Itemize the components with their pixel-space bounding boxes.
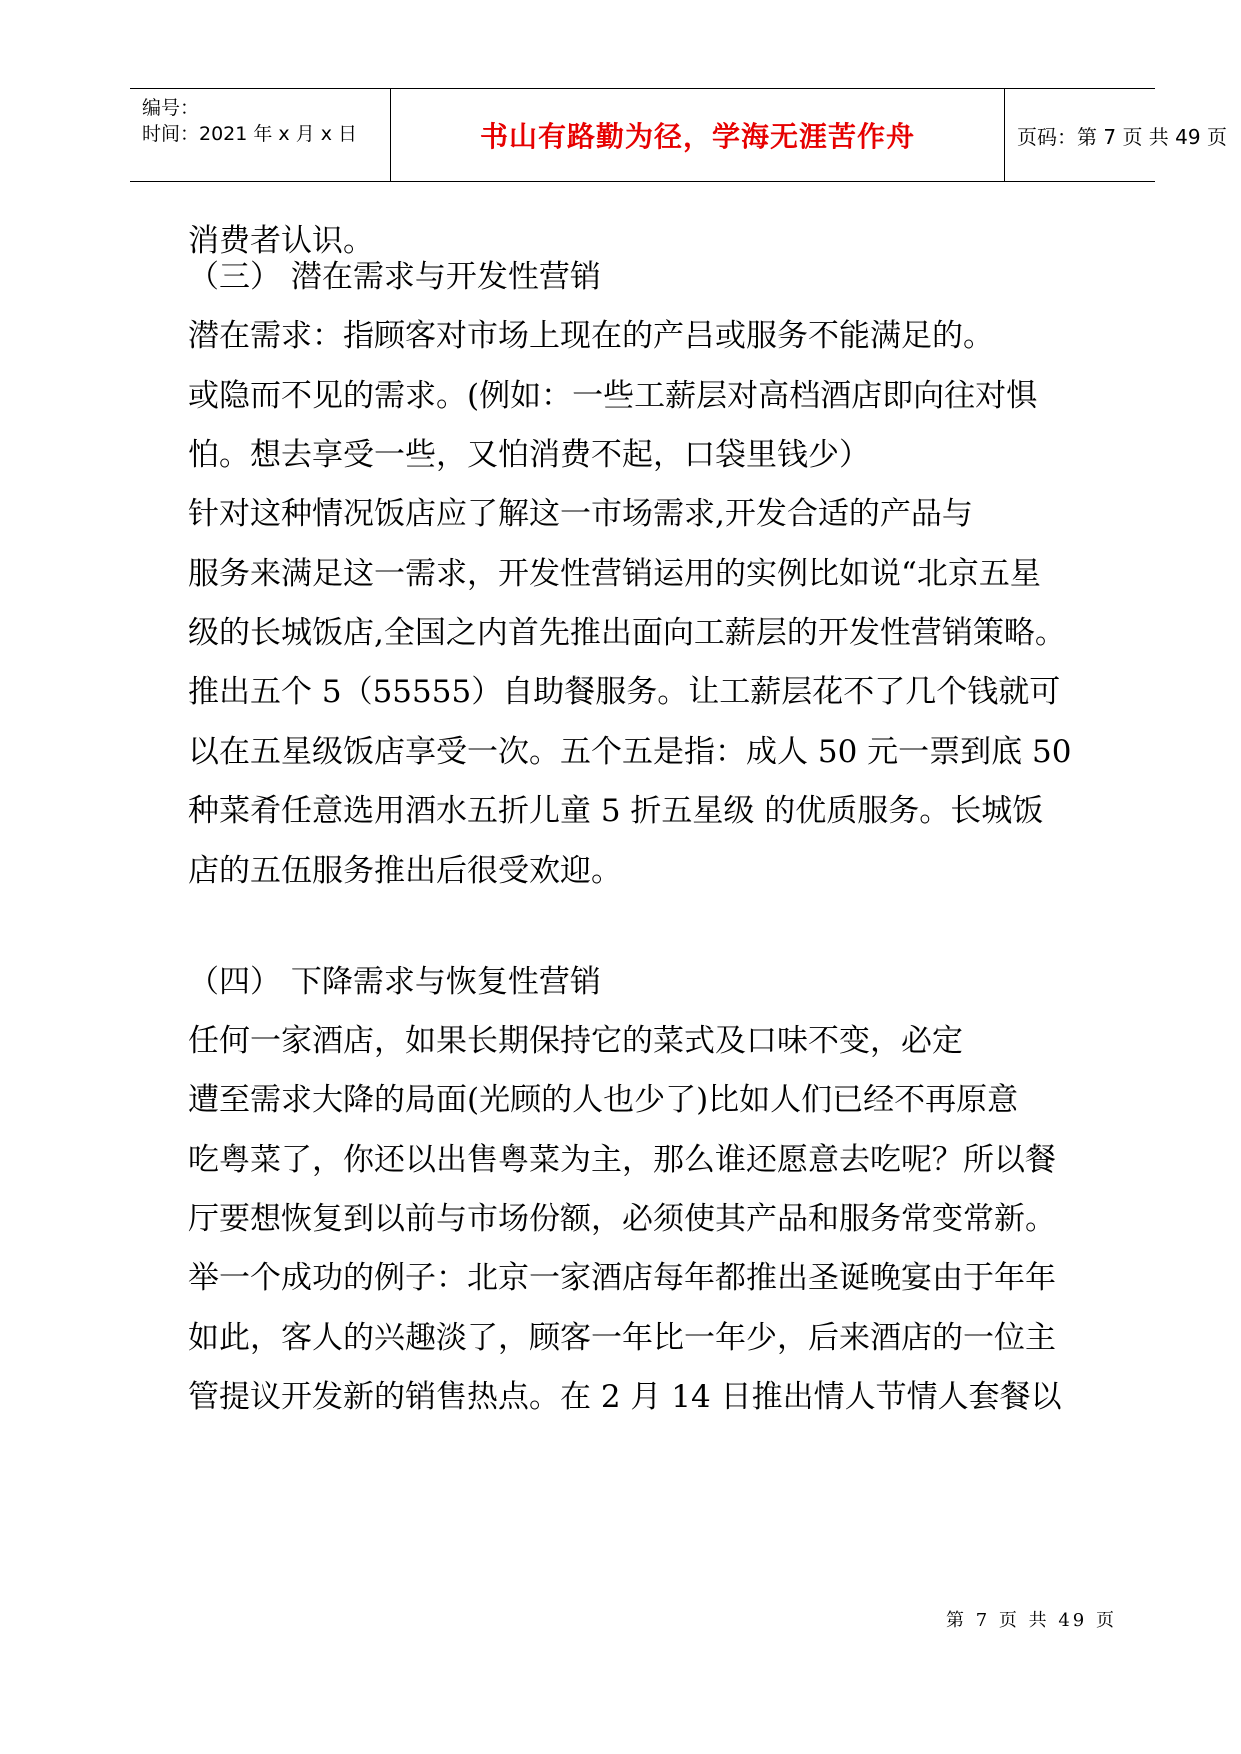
text-line: 潜在需求：指顾客对市场上现在的产吕或服务不能满足的。 (188, 318, 994, 354)
text-line: 吃粤菜了，你还以出售粤菜为主，那么谁还愿意去吃呢？所以餐 (188, 1142, 1056, 1178)
text-line: 以在五星级饭店享受一次。五个五是指：成人 50 元一票到底 50 (188, 734, 1072, 770)
text-line: 管提议开发新的销售热点。在 2 月 14 日推出情人节情人套餐以 (188, 1379, 1062, 1415)
text-line: 推出五个 5（55555）自助餐服务。让工薪层花不了几个钱就可 (188, 674, 1061, 710)
text-line: 遭至需求大降的局面(光顾的人也少了)比如人们已经不再原意 (188, 1082, 1019, 1118)
text-line: 如此，客人的兴趣淡了，顾客一年比一年少，后来酒店的一位主 (188, 1320, 1056, 1356)
text-line: 怕。想去享受一些，又怕消费不起，口袋里钱少） (188, 437, 870, 473)
header-page-info: 页码：第 7 页 共 49 页 (1017, 124, 1227, 149)
section-heading-3: （三） 潜在需求与开发性营销 (188, 259, 601, 295)
text-line: 店的五伍服务推出后很受欢迎。 (188, 853, 622, 889)
header-motto: 书山有路勤为径，学海无涯苦作舟 (479, 120, 915, 153)
text-line: 或隐而不见的需求。(例如：一些工薪层对高档酒店即向往对惧 (188, 378, 1038, 414)
header-number-label: 编号： (142, 97, 200, 119)
text-line: 消费者认识。 (188, 223, 374, 259)
page-header (130, 88, 1227, 182)
header-motto-cell (390, 89, 1005, 181)
section-heading-4: （四） 下降需求与恢复性营销 (188, 964, 601, 1000)
header-meta-cell (130, 89, 390, 181)
text-line: 种菜肴任意选用酒水五折儿童 5 折五星级 的优质服务。长城饭 (188, 793, 1044, 829)
text-line: 级的长城饭店,全国之内首先推出面向工薪层的开发性营销策略。 (188, 615, 1066, 651)
text-line: 服务来满足这一需求，开发性营销运用的实例比如说“北京五星 (188, 556, 1041, 592)
page-footer: 第 7 页 共 49 页 (946, 1610, 1117, 1631)
header-time-label: 时间：2021 年 x 月 x 日 (142, 123, 358, 145)
text-line: 针对这种情况饭店应了解这一市场需求,开发合适的产品与 (188, 496, 973, 532)
text-line: 任何一家酒店，如果长期保持它的菜式及口味不变，必定 (188, 1023, 963, 1059)
text-line: 厅要想恢复到以前与市场份额，必须使其产品和服务常变常新。 (188, 1201, 1056, 1237)
text-line: 举一个成功的例子：北京一家酒店每年都推出圣诞晚宴由于年年 (188, 1260, 1056, 1296)
